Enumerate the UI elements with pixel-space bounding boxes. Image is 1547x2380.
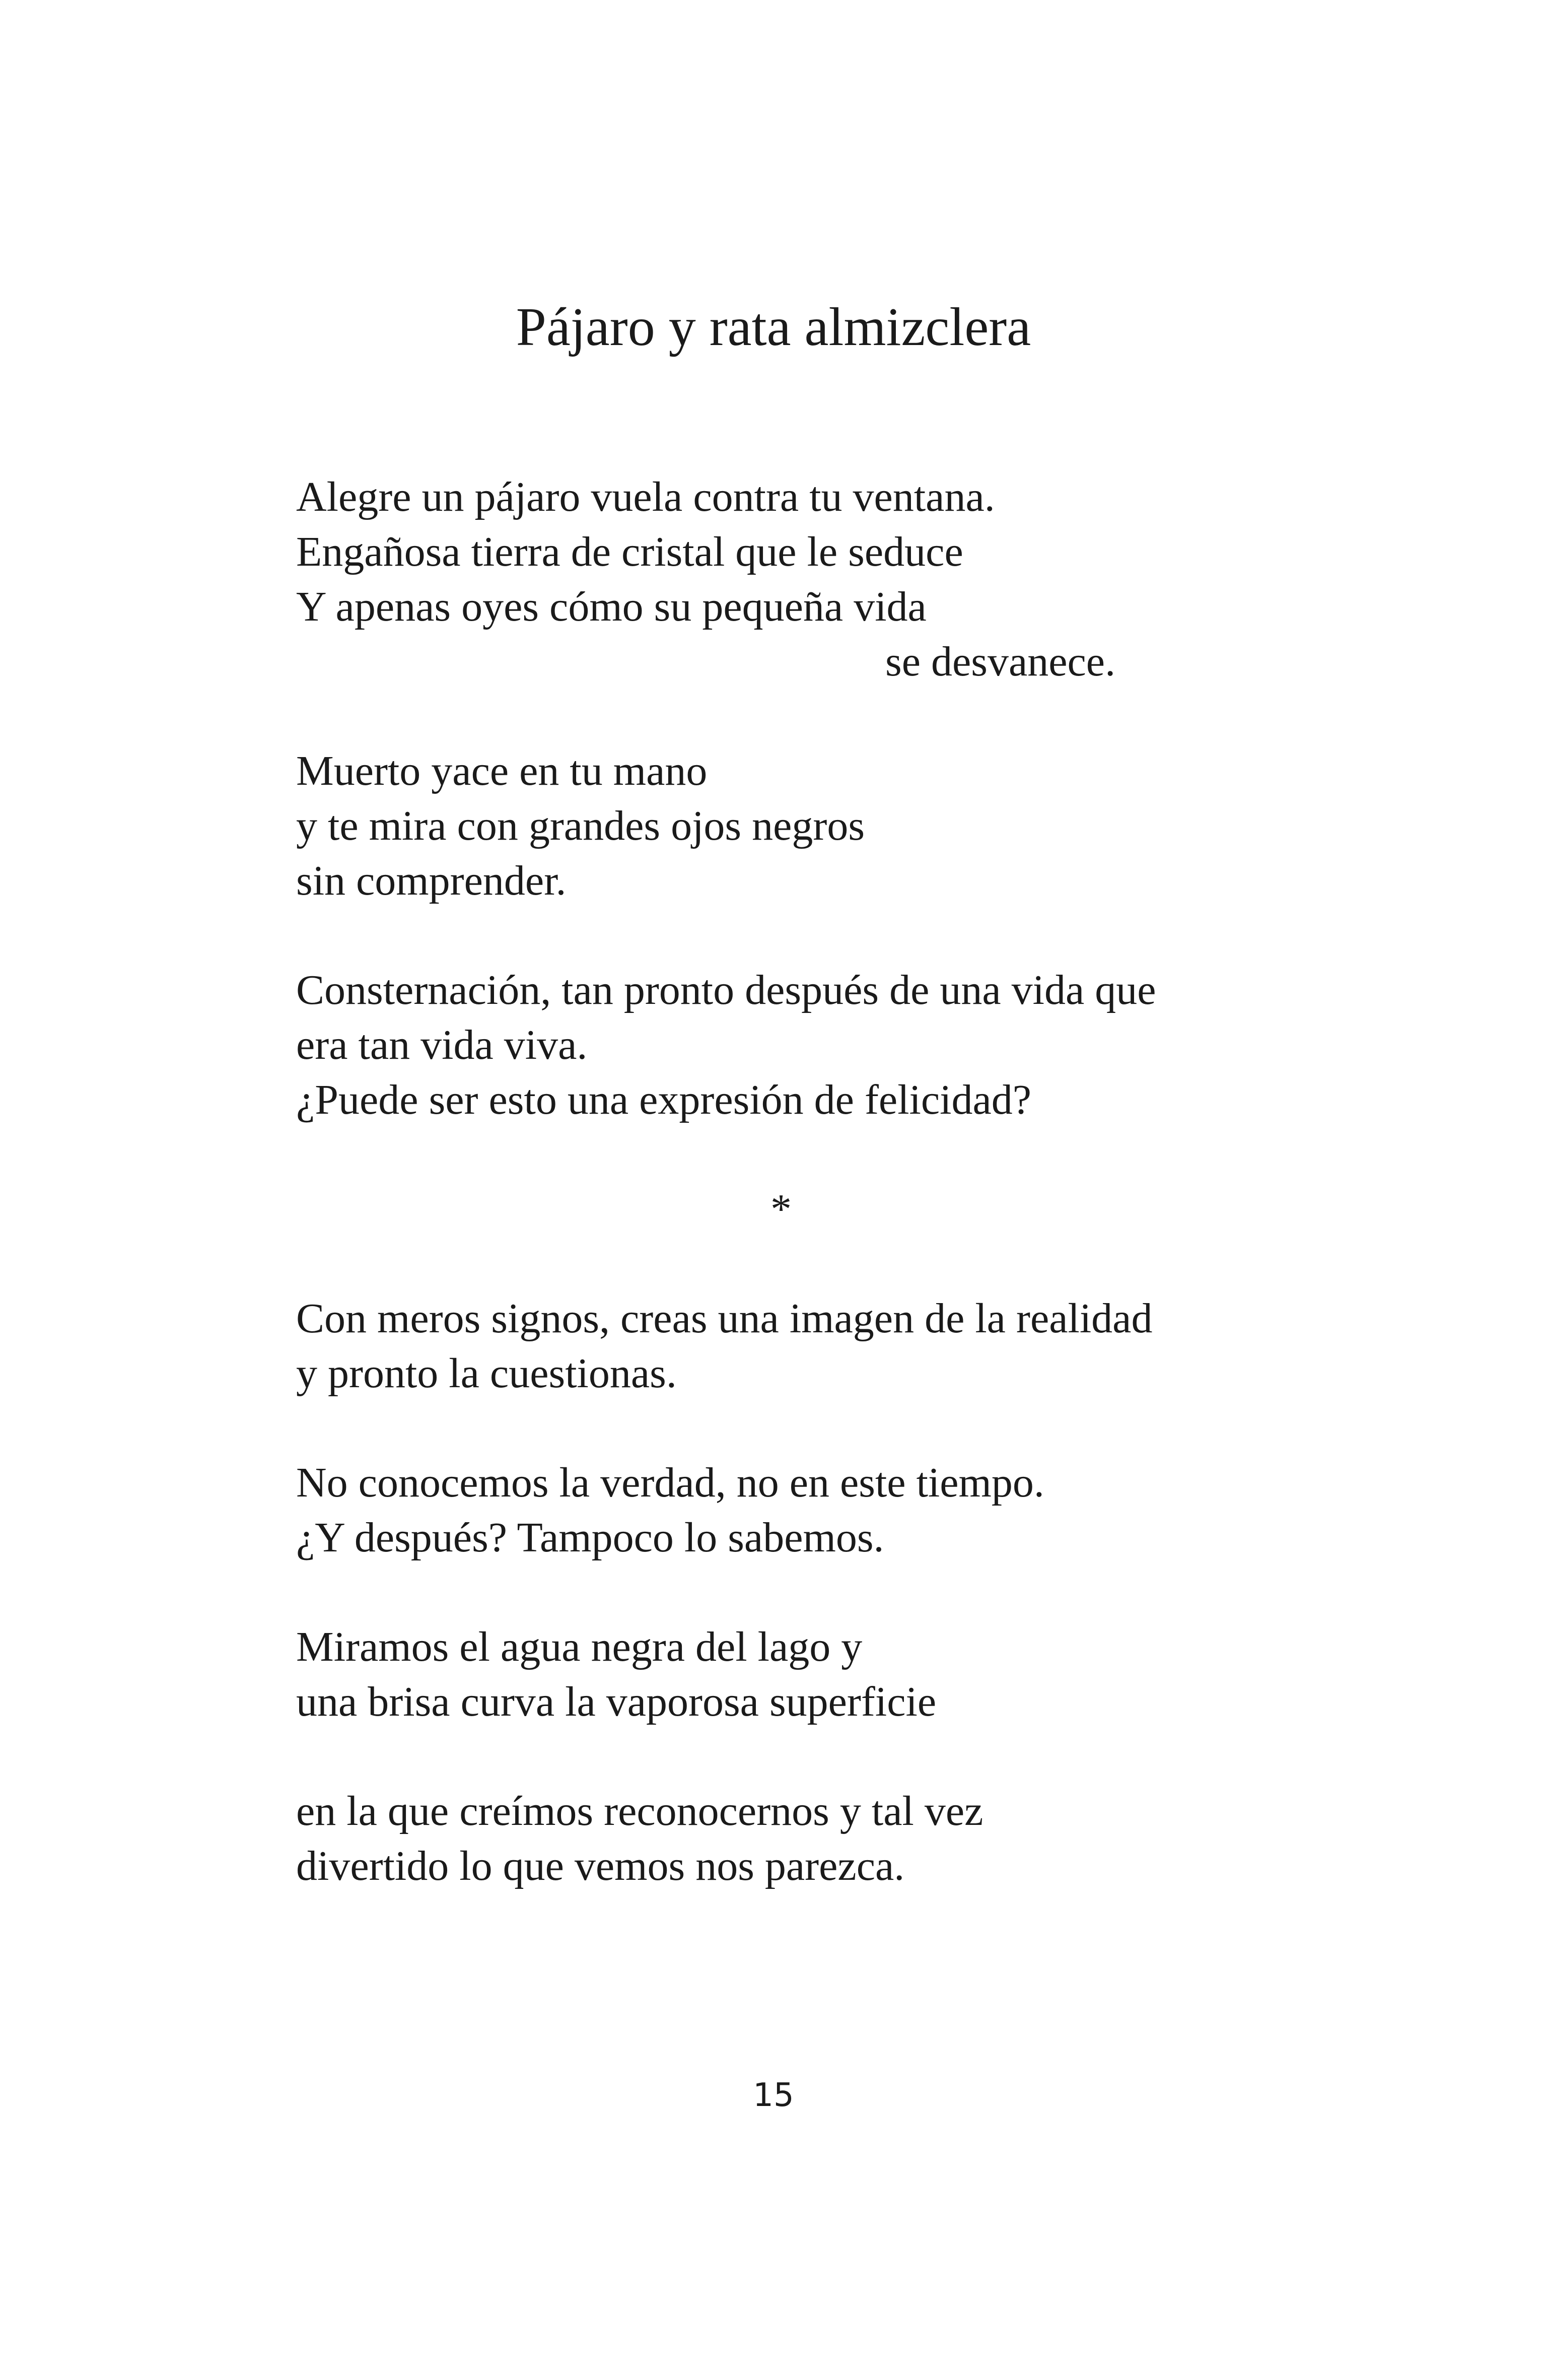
poem-line: sin comprender.: [296, 857, 567, 904]
page-number: 15: [753, 2077, 794, 2114]
poem-line: Engañosa tierra de cristal que le seduce: [296, 528, 963, 575]
poem-line: No conocemos la verdad, no en este tiempo.: [296, 1459, 1044, 1506]
poem-line: Muerto yace en tu mano: [296, 747, 708, 794]
stanza: [296, 1455, 1354, 1565]
poem-title: Pájaro y rata almizclera: [516, 297, 1031, 357]
poem-line: y te mira con grandes ojos negros: [296, 802, 865, 849]
poem-line: divertido lo que vemos nos parezca.: [296, 1843, 905, 1889]
stanza: [296, 1784, 1354, 1893]
poem-line: Miramos el agua negra del lago y: [296, 1623, 863, 1670]
poem-line: en la que creímos reconocernos y tal vez: [296, 1788, 983, 1834]
poem-line: Con meros signos, creas una imagen de la realidad: [296, 1295, 1153, 1342]
stanza: [296, 743, 1354, 908]
poem-line: Consternación, tan pronto después de una vida que: [296, 967, 1156, 1013]
poem-line: Y apenas oyes cómo su pequeña vida: [296, 583, 927, 630]
poem-line: una brisa curva la vaporosa superficie: [296, 1678, 937, 1725]
stanza: [296, 963, 1354, 1127]
poem-line: era tan vida viva.: [296, 1022, 588, 1068]
poem-body: [296, 469, 1354, 1893]
poem-line-indented: se desvanece.: [885, 638, 1116, 685]
stanza: [296, 1619, 1354, 1729]
section-separator: *: [770, 1186, 792, 1233]
stanza: [296, 1291, 1354, 1401]
poem-line: ¿Y después? Tampoco lo sabemos.: [296, 1514, 884, 1561]
poem-line: Alegre un pájaro vuela contra tu ventana.: [296, 473, 995, 520]
stanza: [296, 469, 1354, 689]
poem-line: ¿Puede ser esto una expresión de felicidad?: [296, 1076, 1032, 1123]
poem-line: y pronto la cuestionas.: [296, 1350, 677, 1397]
